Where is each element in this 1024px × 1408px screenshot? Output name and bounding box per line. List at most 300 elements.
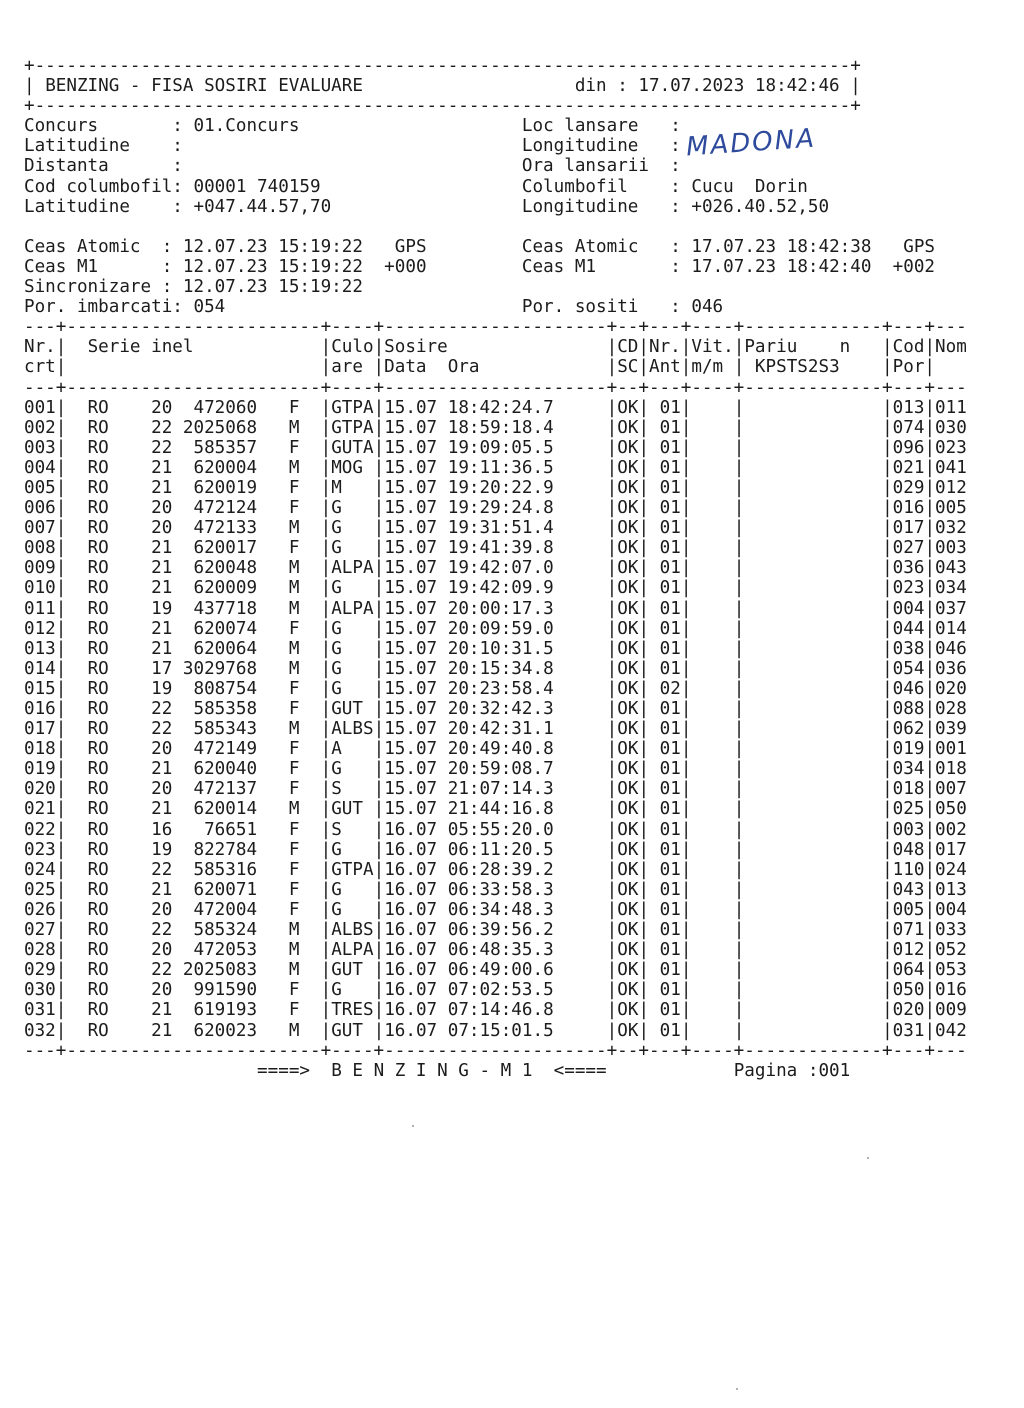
color: G — [331, 538, 342, 559]
col-header: Nom — [935, 337, 967, 358]
antenna: 01 — [659, 940, 681, 961]
ring-country: RO — [87, 879, 109, 900]
ring-country: RO — [87, 980, 109, 1001]
antenna: 01 — [659, 960, 681, 981]
arrival-time: 19:31:51.4 — [447, 518, 554, 539]
row-number: 003 — [24, 437, 56, 458]
cd-sc: OK — [617, 518, 639, 539]
arrival-time: 06:34:48.3 — [447, 899, 554, 920]
row-number: 020 — [24, 779, 56, 800]
distanta-label: Distanta — [24, 156, 109, 177]
ring-number: 991590 — [193, 980, 258, 1001]
ring-country: RO — [87, 678, 109, 699]
ring-country: RO — [87, 558, 109, 579]
nom: 017 — [935, 839, 967, 860]
longitudine-label: Longitudine — [521, 136, 639, 157]
antenna: 01 — [659, 859, 681, 880]
sex: M — [288, 1020, 300, 1041]
arrival-time: 18:59:18.4 — [447, 417, 554, 438]
pigeon-code: 031 — [892, 1020, 925, 1041]
color: ALPA — [331, 598, 374, 619]
sex: F — [288, 819, 300, 840]
color: G — [331, 638, 342, 659]
nom: 037 — [935, 598, 967, 619]
arrival-time: 20:09:59.0 — [447, 618, 554, 639]
sex: F — [288, 699, 300, 719]
cd-sc: OK — [617, 859, 639, 880]
nom: 009 — [935, 1000, 967, 1021]
cd-sc: OK — [617, 759, 639, 780]
antenna: 01 — [659, 920, 681, 941]
sex: M — [288, 417, 300, 438]
color: GUT — [331, 799, 363, 820]
row-number: 012 — [24, 618, 56, 639]
cd-sc: OK — [617, 578, 639, 599]
ring-year: 20 — [151, 518, 173, 539]
ring-year: 21 — [151, 558, 173, 579]
ring-year: 22 — [151, 859, 173, 880]
col-header: Sosire — [384, 337, 448, 358]
cd-sc: OK — [617, 719, 639, 740]
col-header: Data Ora — [384, 357, 480, 378]
antenna: 01 — [659, 658, 681, 679]
start-m1-clock-label: Ceas M1 — [24, 256, 99, 277]
row-number: 022 — [24, 819, 56, 840]
pigeon-code: 048 — [892, 839, 925, 860]
latitudine-label: Latitudine — [24, 136, 130, 157]
ring-year: 19 — [151, 678, 173, 699]
row-number: 018 — [24, 739, 56, 760]
loft-latitude-value: +047.44.57,70 — [193, 196, 332, 217]
report-title: BENZING - FISA SOSIRI EVALUARE — [45, 76, 363, 97]
antenna: 01 — [659, 538, 681, 559]
nom: 046 — [935, 638, 967, 659]
ring-year: 22 — [151, 920, 173, 941]
cd-sc: OK — [617, 799, 639, 820]
antenna: 01 — [659, 1020, 681, 1041]
ring-number: 619193 — [193, 1000, 258, 1021]
ring-year: 21 — [151, 638, 173, 659]
sex: F — [288, 980, 300, 1001]
pigeon-code: 046 — [892, 678, 925, 699]
table-row: 027| RO 22 585324 M |ALBS|16.07 06:39:56.2 |OK| 01| | |071|033 — [24, 920, 967, 941]
antenna: 01 — [659, 759, 681, 780]
ring-country: RO — [87, 578, 109, 599]
end-m1-clock-value: 17.07.23 18:42:40 — [691, 256, 872, 277]
start-atomic-clock-label: Ceas Atomic — [24, 236, 141, 257]
table-row: 011| RO 19 437718 M |ALPA|15.07 20:00:17.3 |OK| 01| | |004|037 — [24, 598, 967, 619]
table-row: 029| RO 22 2025083 M |GUT |16.07 06:49:00.6 |OK| 01| | |064|053 — [24, 960, 967, 981]
row-number: 001 — [24, 397, 56, 418]
ring-year: 22 — [151, 437, 173, 458]
arrival-time: 19:29:24.8 — [447, 498, 554, 519]
nom: 005 — [935, 498, 967, 519]
scan-speck — [736, 1388, 738, 1390]
table-row: 007| RO 20 472133 M |G |15.07 19:31:51.4 |OK| 01| | |017|032 — [24, 518, 967, 539]
color: G — [331, 678, 342, 699]
ring-number: 472124 — [193, 498, 258, 519]
antenna: 01 — [659, 819, 681, 840]
pigeon-code: 021 — [892, 457, 925, 478]
ring-country: RO — [87, 1000, 109, 1021]
color: G — [331, 980, 342, 1001]
arrival-time: 19:20:22.9 — [447, 477, 554, 498]
antenna: 01 — [659, 899, 681, 920]
arrival-date: 15.07 — [384, 457, 438, 478]
cd-sc: OK — [617, 1020, 639, 1041]
sex: M — [288, 457, 300, 478]
pigeon-code: 017 — [892, 518, 925, 539]
ring-year: 21 — [151, 457, 173, 478]
antenna: 01 — [659, 518, 681, 539]
table-row: 009| RO 21 620048 M |ALPA|15.07 19:42:07.0 |OK| 01| | |036|043 — [24, 558, 967, 579]
antenna: 01 — [659, 739, 681, 760]
row-number: 006 — [24, 498, 56, 519]
arrival-time: 20:42:31.1 — [447, 719, 554, 740]
cd-sc: OK — [617, 477, 639, 498]
ring-country: RO — [87, 799, 109, 820]
col-header: Cod — [892, 337, 925, 358]
col-header: Por — [892, 357, 925, 378]
ring-year: 21 — [151, 538, 173, 559]
ring-year: 20 — [151, 899, 173, 920]
ring-year: 22 — [151, 699, 173, 719]
row-number: 031 — [24, 1000, 56, 1021]
ring-country: RO — [87, 457, 109, 478]
sex: F — [288, 477, 300, 498]
nom: 011 — [935, 397, 967, 418]
color: GUTA — [331, 437, 374, 458]
table-row: 031| RO 21 619193 F |TRES|16.07 07:14:46.8 |OK| 01| | |020|009 — [24, 1000, 967, 1021]
row-number: 029 — [24, 960, 56, 981]
ring-number: 472133 — [193, 518, 258, 539]
antenna: 01 — [659, 437, 681, 458]
cd-sc: OK — [617, 658, 639, 679]
table-row: 015| RO 19 808754 F |G |15.07 20:23:58.4 |OK| 02| | |046|020 — [24, 678, 967, 699]
antenna: 01 — [659, 1000, 681, 1021]
cd-sc: OK — [617, 940, 639, 961]
ring-country: RO — [87, 859, 109, 880]
pigeon-code: 005 — [892, 899, 925, 920]
pigeon-code: 062 — [892, 719, 925, 740]
row-number: 005 — [24, 477, 56, 498]
ring-year: 21 — [151, 477, 173, 498]
arrival-date: 15.07 — [384, 699, 438, 719]
ring-country: RO — [87, 1020, 109, 1041]
embarked-label: Por. imbarcati — [24, 297, 173, 318]
sex: M — [288, 558, 300, 579]
antenna: 01 — [659, 558, 681, 579]
scan-speck — [867, 1157, 869, 1159]
nom: 030 — [935, 417, 967, 438]
sex: M — [288, 658, 300, 679]
antenna: 01 — [659, 477, 681, 498]
table-row: 004| RO 21 620004 M |MOG |15.07 19:11:36.5 |OK| 01| | |021|041 — [24, 457, 967, 478]
pigeon-code: 036 — [892, 558, 925, 579]
pigeon-code: 088 — [892, 699, 925, 719]
ring-country: RO — [87, 538, 109, 559]
ring-number: 585358 — [193, 699, 258, 719]
date-label: din — [574, 76, 607, 97]
table-row: 018| RO 20 472149 F |A |15.07 20:49:40.8 |OK| 01| | |019|001 — [24, 739, 967, 760]
arrival-time: 19:42:07.0 — [447, 558, 554, 579]
ring-year: 20 — [151, 397, 173, 418]
arrival-date: 15.07 — [384, 437, 438, 458]
arrival-time: 21:44:16.8 — [447, 799, 554, 820]
table-row: 028| RO 20 472053 M |ALPA|16.07 06:48:35.3 |OK| 01| | |012|052 — [24, 940, 967, 961]
nom: 023 — [935, 437, 967, 458]
ring-number: 808754 — [193, 678, 258, 699]
color: S — [331, 819, 342, 840]
nom: 052 — [935, 940, 967, 961]
antenna: 01 — [659, 498, 681, 519]
row-number: 027 — [24, 920, 56, 941]
pigeon-code: 012 — [892, 940, 925, 961]
ring-country: RO — [87, 739, 109, 760]
row-number: 009 — [24, 558, 56, 579]
ring-year: 20 — [151, 739, 173, 760]
concurs-label: Concurs — [24, 116, 99, 137]
col-header: Culo — [331, 337, 374, 358]
pigeon-code: 025 — [892, 799, 925, 820]
sex: M — [288, 799, 300, 820]
col-header: Ant — [648, 357, 681, 378]
row-number: 010 — [24, 578, 56, 599]
cd-sc: OK — [617, 1000, 639, 1021]
table-row: 016| RO 22 585358 F |GUT |15.07 20:32:42.3 |OK| 01| | |088|028 — [24, 699, 967, 719]
loc-lansare-label: Loc lansare — [521, 116, 639, 137]
arrival-date: 15.07 — [384, 618, 438, 639]
sex: F — [288, 397, 300, 418]
col-header: CD — [617, 337, 639, 358]
nom: 033 — [935, 920, 967, 941]
arrival-time: 20:23:58.4 — [447, 678, 554, 699]
pigeon-code: 110 — [892, 859, 925, 880]
footer-brand: ====> B E N Z I N G - M 1 <==== — [257, 1060, 607, 1081]
table-row: 012| RO 21 620074 F |G |15.07 20:09:59.0 |OK| 01| | |044|014 — [24, 618, 967, 639]
arrival-date: 15.07 — [384, 578, 438, 599]
ring-country: RO — [87, 598, 109, 619]
pigeon-code: 018 — [892, 779, 925, 800]
ring-number: 620014 — [193, 799, 258, 820]
pigeon-code: 071 — [892, 920, 925, 941]
ring-number: 472137 — [193, 779, 258, 800]
ring-year: 17 — [151, 658, 173, 679]
arrival-time: 07:02:53.5 — [447, 980, 554, 1001]
ring-country: RO — [87, 638, 109, 659]
nom: 039 — [935, 719, 967, 740]
table-row: 022| RO 16 76651 F |S |16.07 05:55:20.0 |OK| 01| | |003|002 — [24, 819, 967, 840]
antenna: 01 — [659, 879, 681, 900]
arrival-date: 16.07 — [384, 899, 438, 920]
color: GUT — [331, 699, 363, 719]
sex: M — [288, 578, 300, 599]
col-header: Serie inel — [87, 337, 194, 358]
cd-sc: OK — [617, 920, 639, 941]
columbofil-value: Cucu Dorin — [691, 176, 808, 197]
col-header: Nr. — [649, 337, 681, 358]
sex: F — [288, 498, 300, 519]
ring-country: RO — [87, 960, 109, 981]
end-clock-source: GPS — [903, 236, 936, 257]
ring-year: 21 — [151, 578, 173, 599]
antenna: 01 — [659, 578, 681, 599]
nom: 036 — [935, 658, 967, 679]
end-clock-offset: +002 — [892, 256, 936, 277]
antenna: 01 — [659, 598, 681, 619]
ring-number: 437718 — [193, 598, 258, 619]
pigeon-code: 003 — [892, 819, 925, 840]
arrival-date: 16.07 — [384, 819, 438, 840]
color: G — [331, 899, 342, 920]
arrival-date: 15.07 — [384, 417, 438, 438]
col-header: crt — [24, 357, 56, 378]
nom: 002 — [935, 819, 967, 840]
antenna: 01 — [659, 839, 681, 860]
nom: 014 — [935, 618, 967, 639]
row-number: 028 — [24, 940, 56, 961]
ring-number: 585357 — [193, 437, 258, 458]
nom: 020 — [935, 678, 967, 699]
color: GUT — [331, 1020, 363, 1041]
row-number: 032 — [24, 1020, 56, 1041]
ring-year: 22 — [151, 960, 173, 981]
ring-number: 585316 — [193, 859, 258, 880]
nom: 042 — [935, 1020, 967, 1041]
table-row: 006| RO 20 472124 F |G |15.07 19:29:24.8 |OK| 01| | |016|005 — [24, 498, 967, 519]
ring-year: 16 — [151, 819, 173, 840]
pigeon-code: 029 — [892, 477, 925, 498]
ring-number: 822784 — [193, 839, 258, 860]
nom: 041 — [935, 457, 967, 478]
row-number: 014 — [24, 658, 56, 679]
pigeon-code: 096 — [892, 437, 925, 458]
color: A — [331, 739, 342, 760]
color: M — [331, 477, 342, 498]
arrival-time: 20:32:42.3 — [447, 699, 554, 719]
end-m1-clock-label: Ceas M1 — [521, 256, 597, 277]
start-clock-source: GPS — [394, 236, 427, 257]
ring-number: 620074 — [193, 618, 258, 639]
col-header: Vit. — [691, 337, 734, 358]
table-row: 026| RO 20 472004 F |G |16.07 06:34:48.3 |OK| 01| | |005|004 — [24, 899, 967, 920]
arrival-date: 15.07 — [384, 739, 438, 760]
loft-longitude-label: Longitudine — [521, 196, 639, 217]
color: G — [331, 839, 342, 860]
arrival-date: 15.07 — [384, 538, 438, 559]
col-header: m/m — [691, 357, 724, 378]
ring-number: 76651 — [204, 819, 258, 840]
col-header: SC — [617, 357, 639, 378]
sex: F — [288, 759, 300, 780]
ring-number: 2025068 — [182, 417, 258, 438]
arrival-time: 18:42:24.7 — [447, 397, 554, 418]
ring-number: 472053 — [193, 940, 258, 961]
sex: M — [288, 638, 300, 659]
col-header: are — [331, 357, 363, 378]
row-number: 011 — [24, 598, 56, 619]
table-row: 008| RO 21 620017 F |G |15.07 19:41:39.8 |OK| 01| | |027|003 — [24, 538, 967, 559]
color: G — [331, 618, 342, 639]
pigeon-code: 038 — [892, 638, 925, 659]
arrival-date: 16.07 — [384, 920, 438, 941]
cd-sc: OK — [617, 980, 639, 1001]
arrival-date: 15.07 — [384, 719, 438, 740]
ring-number: 3029768 — [182, 658, 258, 679]
table-row: 002| RO 22 2025068 M |GTPA|15.07 18:59:18.4 |OK| 01| | |074|030 — [24, 417, 967, 438]
arrival-time: 20:00:17.3 — [447, 598, 554, 619]
antenna: 01 — [659, 618, 681, 639]
cd-sc: OK — [617, 397, 639, 418]
ring-country: RO — [87, 719, 109, 740]
cd-sc: OK — [617, 558, 639, 579]
table-row: 014| RO 17 3029768 M |G |15.07 20:15:34.8 |OK| 01| | |054|036 — [24, 658, 967, 679]
ring-number: 472149 — [193, 739, 258, 760]
cd-sc: OK — [617, 699, 639, 719]
row-number: 017 — [24, 719, 56, 740]
ring-number: 620048 — [193, 558, 258, 579]
nom: 032 — [935, 518, 967, 539]
antenna: 01 — [659, 799, 681, 820]
ring-year: 21 — [151, 1000, 173, 1021]
ring-country: RO — [87, 417, 109, 438]
arrival-date: 16.07 — [384, 960, 438, 981]
color: G — [331, 879, 342, 900]
ring-year: 20 — [151, 779, 173, 800]
antenna: 01 — [659, 980, 681, 1001]
row-number: 025 — [24, 879, 56, 900]
nom: 012 — [935, 477, 967, 498]
nom: 007 — [935, 779, 967, 800]
arrival-date: 15.07 — [384, 779, 438, 800]
sex: F — [288, 899, 300, 920]
color: S — [331, 779, 342, 800]
table-row: 013| RO 21 620064 M |G |15.07 20:10:31.5 |OK| 01| | |038|046 — [24, 638, 967, 659]
report-printout: +-----------------------------------------------------------------------------+ | BENZING - FISA SOSIRI EVALUARE din : 17.07.2023 18:42:46 | +-----------------------------------------------------------------------------+ Concurs : 01.Concurs Loc lansare : Latitudine : Longitudine : Distanta : Ora lansarii : Cod columbofil: 00001 740159 Columbofil : Cucu Dorin Latitudine : +047.44.57,70 Longitudine : +026.40.52,50 Ceas Atomic : 12.07.23 15:19:22 GPS Ceas Atomic : 17.07.23 18:42:38 GPS Ceas M1 : 12.07.23 15:19:22 +000 Ceas M1 : 17.07.23 18:42:40 +002 Sincronizare : 12.07.23 15:19:22 Por. imbarcati: 054 Por. sositi : 046 ---+------------------------+----+---------------------+--+---+----+-------------+---+--- Nr.| Serie inel |Culo|Sosire |CD|Nr.|Vit.|Pariu n |Cod|Nom crt| |are |Data Ora |SC|Ant|m/m | KPSTS2S3 |Por| ---+------------------------+----+---------------------+--+---+----+-------------+---+--- 001| RO 20 472060 F |GTPA|15.07 18:42:24.7 |OK| 01| | |013|011 002| RO 22 2025068 M |GTPA|15.07 18:59:18.4 |OK| 01| | |074|030 003| RO 22 585357 F |GUTA|15.07 19:09:05.5 |OK| 01| | |096|023 004| RO 21 620004 M |MOG |15.07 19:11:36.5 |OK| 01| | |021|041 005| RO 21 620019 F |M |15.07 19:20:22.9 |OK| 01| | |029|012 006| RO 20 472124 F |G |15.07 19:29:24.8 |OK| 01| | |016|005 007| RO 20 472133 M |G |15.07 19:31:51.4 |OK| 01| | |017|032 008| RO 21 620017 F |G |15.07 19:41:39.8 |OK| 01| | |027|003 009| RO 21 620048 M |ALPA|15.07 19:42:07.0 |OK| 01| | |036|043 010| RO 21 620009 M |G |15.07 19:42:09.9 |OK| 01| | |023|034 011| RO 19 437718 M |ALPA|15.07 20:00:17.3 |OK| 01| | |004|037 012| RO 21 620074 F |G |15.07 20:09:59.0 |OK| 01| | |044|014 013| RO 21 620064 M |G |15.07 20:10:31.5 |OK| 01| | |038|046 014| RO 17 3029768 M |G |15.07 20:15:34.8 |OK| 01| | |054|036 015| RO 19 808754 F |G |15.07 20:23:58.4 |OK| 02| | |046|020 016| RO 22 585358 F |GUT |15.07 20:32:42.3 |OK| 01| | |088|028 017| RO 22 585343 M |ALBS|15.07 20:42:31.1 |OK| 01| | |062|039 018| RO 20 472149 F |A |15.07 20:49:40.8 |OK| 01| | |019|001 019| RO 21 620040 F |G |15.07 20:59:08.7 |OK| 01| | |034|018 020| RO 20 472137 F |S |15.07 21:07:14.3 |OK| 01| | |018|007 021| RO 21 620014 M |GUT |15.07 21:44:16.8 |OK| 01| | |025|050 022| RO 16 76651 F |S |16.07 05:55:20.0 |OK| 01| | |003|002 023| RO 19 822784 F |G |16.07 06:11:20.5 |OK| 01| | |048|017 024| RO 22 585316 F |GTPA|16.07 06:28:39.2 |OK| 01| | |110|024 025| RO 21 620071 F |G |16.07 06:33:58.3 |OK| 01| | |043|013 026| RO 20 472004 F |G |16.07 06:34:48.3 |OK| 01| | |005|004 027| RO 22 585324 M |ALBS|16.07 06:39:56.2 |OK| 01| | |071|033 028| RO 20 472053 M |ALPA|16.07 06:48:35.3 |OK| 01| | |012|052 029| RO 22 2025083 M |GUT |16.07 06:49:00.6 |OK| 01| | |064|053 030| RO 20 991590 F |G |16.07 07:02:53.5 |OK| 01| | |050|016 031| RO 21 619193 F |TRES|16.07 07:14:46.8 |OK| 01| | |020|009 032| RO 21 620023 M |GUT |16.07 07:15:01.5 |OK| 01| | |031|042 ---+------------------------+----+---------------------+--+---+----+-------------+---+--- ====> B E N Z I N G - M 1 <==== Pagina :001 — [24, 56, 967, 1081]
cd-sc: OK — [617, 598, 639, 619]
nom: 016 — [935, 980, 967, 1001]
arrival-time: 19:42:09.9 — [447, 578, 554, 599]
embarked-count: 054 — [193, 297, 226, 318]
arrival-date: 15.07 — [384, 518, 438, 539]
sync-value: 12.07.23 15:19:22 — [182, 277, 363, 298]
pigeon-code: 023 — [892, 578, 925, 599]
ring-country: RO — [87, 779, 109, 800]
pigeon-code: 013 — [892, 397, 925, 418]
arrival-date: 15.07 — [384, 498, 438, 519]
arrival-time: 19:41:39.8 — [447, 538, 554, 559]
arrival-time: 06:28:39.2 — [447, 859, 554, 880]
antenna: 01 — [659, 457, 681, 478]
arrival-date: 16.07 — [384, 980, 438, 1001]
table-row: 023| RO 19 822784 F |G |16.07 06:11:20.5 |OK| 01| | |048|017 — [24, 839, 967, 860]
row-number: 019 — [24, 759, 56, 780]
cd-sc: OK — [617, 678, 639, 699]
cd-sc: OK — [617, 618, 639, 639]
cd-sc: OK — [617, 779, 639, 800]
ring-number: 620019 — [193, 477, 258, 498]
ring-year: 19 — [151, 598, 173, 619]
nom: 043 — [935, 558, 967, 579]
pigeon-code: 016 — [892, 498, 925, 519]
nom: 001 — [935, 739, 967, 760]
arrival-time: 06:39:56.2 — [447, 920, 554, 941]
arrival-date: 16.07 — [384, 1020, 438, 1041]
ring-year: 22 — [151, 719, 173, 740]
sex: F — [288, 538, 300, 559]
scan-speck — [412, 1125, 414, 1127]
arrival-date: 15.07 — [384, 658, 438, 679]
